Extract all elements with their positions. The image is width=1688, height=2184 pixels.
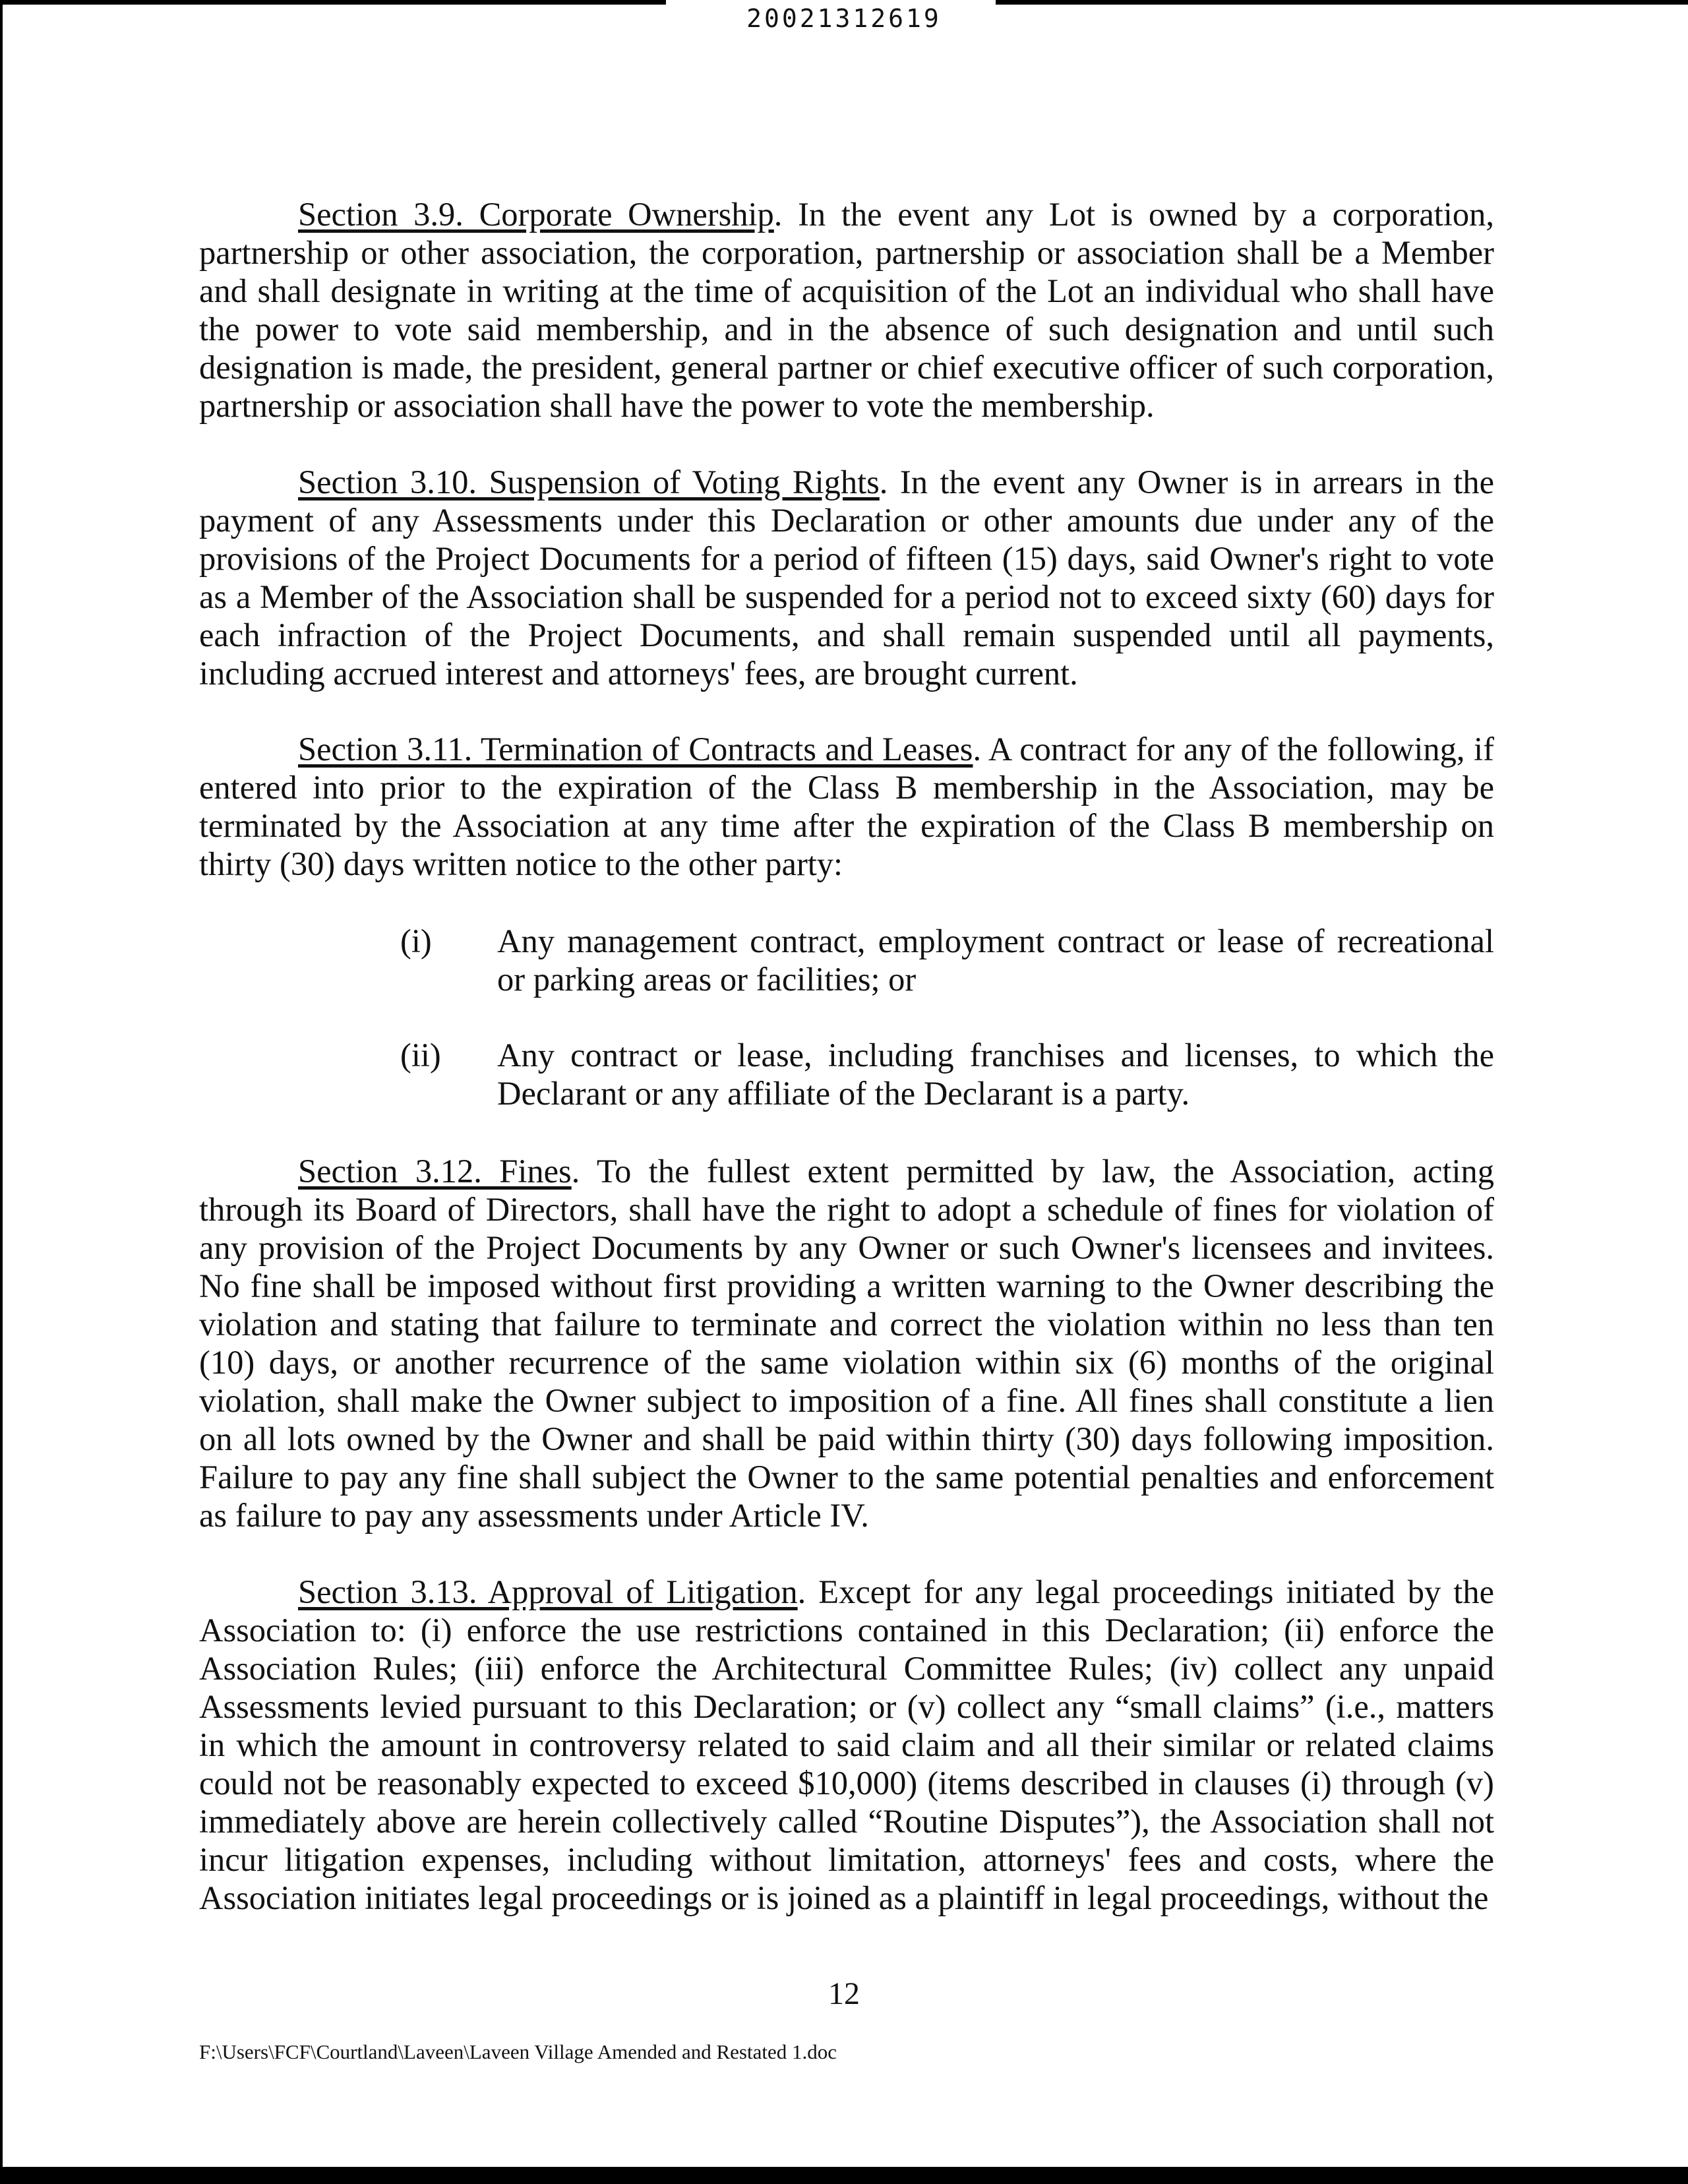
section-body: . Except for any legal proceedings initiated by the Association to: (i) enforce the use restrictions contained in this Declaration; (ii) enforce the Association Rules; (iii) enforce the Architectural Committee Rules; (iv) collect any unpaid Assessments levied pursuant to this Declaration; or (v) collect any “small claims” (i.e., matters in which the amount in controversy related to said claim and all their similar or related claims could not be reasonably expected to exceed $10,000) (items described in clauses (i) through (v) immediately above are herein collectively called “Routine Disputes”), the Association shall not incur litigation expenses, including without limitation, attorneys' fees and costs, where the Association initiates legal proceedings or is joined as a plaintiff in legal proceedings, without the xyxy=(199,1573,1494,1916)
section-body: . To the fullest extent permitted by law, the Association, acting through its Board of Directors, shall have the right to adopt a schedule of fines for violation of any provision of the Project Documents by any Owner or such Owner's licensees and invitees. No fine shall be imposed without first providing a written warning to the Owner describing the violation and stating that failure to terminate and correct the violation within no less than ten (10) days, or another recurrence of the same violation within six (6) months of the original violation, shall make the Owner subject to imposition of a fine. All fines shall constitute a lien on all lots owned by the Owner and shall be paid within thirty (30) days following imposition. Failure to pay any fine shall subject the Owner to the same potential penalties and enforcement as failure to pay any assessments under Article IV. xyxy=(199,1153,1494,1534)
scan-border-top-right xyxy=(996,0,1688,5)
item-number: (i) xyxy=(400,923,432,959)
section-body: . In the event any Owner is in arrears in the payment of any Assessments under this Declaration or other amounts due under any of the provisions of the Project Documents for a period of fifteen (15) days, said Owner's right to vote as a Member of the Association shall be suspended for a period not to exceed sixty (60) days for each infraction of the Project Documents, and shall remain suspended until all payments, including accrued interest and attorneys' fees, are brought current. xyxy=(199,464,1494,692)
section-heading: Section 3.11. Termination of Contracts and Leases xyxy=(298,731,973,768)
section-heading: Section 3.13. Approval of Litigation xyxy=(298,1573,798,1610)
section-body: . A contract for any of the following, if entered into prior to the expiration of the Class B membership in the Association, may be terminated by the Association at any time after the expiration of the Class B membership on thirty (30) days written notice to the other party: xyxy=(199,731,1494,882)
section-3-13 xyxy=(199,1573,1494,1917)
item-number: (ii) xyxy=(400,1037,441,1074)
scan-border-top-left xyxy=(0,0,666,5)
item-text: Any contract or lease, including franchises and licenses, to which the Declarant or any affiliate of the Declarant is a party. xyxy=(497,1037,1494,1112)
page-number: 12 xyxy=(828,1976,860,2011)
scan-border-bottom xyxy=(0,2167,1688,2184)
section-heading: Section 3.10. Suspension of Voting Rights xyxy=(298,464,880,501)
section-heading: Section 3.9. Corporate Ownership xyxy=(298,196,774,233)
contract-item-ii xyxy=(199,1036,1494,1115)
contract-item-i xyxy=(199,922,1494,1001)
section-body: . In the event any Lot is owned by a corporation, partnership or other association, the corporation, partnership or association shall be a Member and shall designate in writing at the time of acquisition of the Lot an individual who shall have the power to vote said membership, and in the absence of such designation and until such designation is made, the president, general partner or chief executive officer of such corporation, partnership or association shall have the power to vote the membership. xyxy=(199,196,1494,424)
item-text: Any management contract, employment contract or lease of recreational or parking areas or facilities; or xyxy=(497,923,1494,998)
section-3-12 xyxy=(199,1152,1494,1534)
section-3-9 xyxy=(199,195,1494,425)
scan-border-left xyxy=(0,0,3,2184)
section-3-11 xyxy=(199,730,1494,883)
section-heading: Section 3.12. Fines xyxy=(298,1153,572,1190)
recording-number: 20021312619 xyxy=(746,4,942,33)
section-3-10 xyxy=(199,463,1494,692)
file-path: F:\Users\FCF\Courtland\Laveen\Laveen Village Amended and Restated 1.doc xyxy=(199,2040,837,2063)
